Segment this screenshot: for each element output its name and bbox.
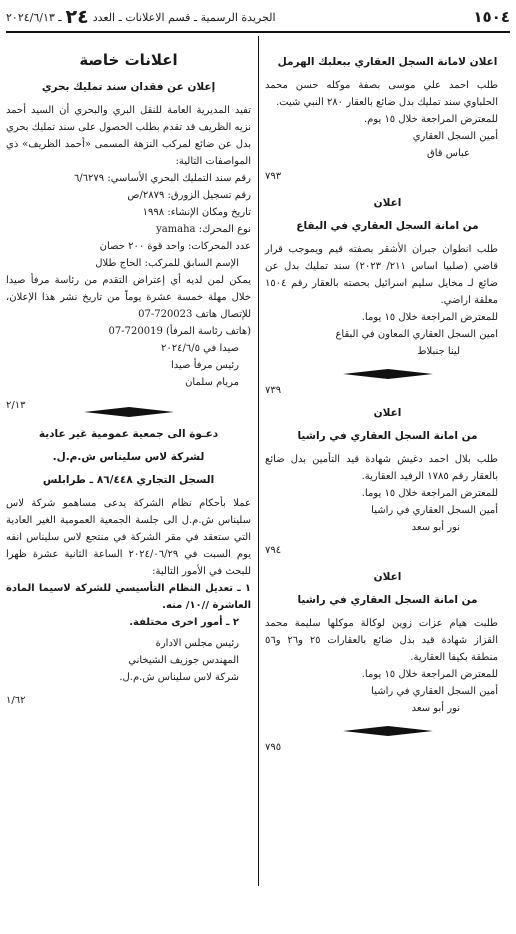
- agenda-item: ٢ ـ أمور اخرى مختلفة.: [129, 617, 239, 628]
- notice-number: ٧٩٣: [265, 171, 282, 182]
- agenda-item: ١ ـ تعديل النظام التأسيسي للشركة لاسيما المادة العاشرة //١٠/ منه.: [6, 583, 251, 611]
- separator-ornament: [84, 406, 174, 418]
- notice-number: ١/٦٢: [6, 695, 26, 706]
- notice-number: ٧٣٩: [265, 385, 282, 396]
- header-title: [6, 6, 276, 28]
- notice-title: من امانة السجل العقاري في البقاع: [296, 220, 479, 232]
- issue-date: ـ ٢٠٢٤/٦/١٣: [6, 10, 62, 24]
- notice-title: دعـوة الى جمعية عمومية غير عادية: [38, 428, 219, 440]
- notice-bekaa: [265, 218, 510, 399]
- signer-name: مريام سلمان: [185, 377, 239, 388]
- issue-number: ٢٤: [65, 6, 89, 28]
- left-column: [6, 40, 251, 922]
- spec-line: تاريخ ومكان الإنشاء: ١٩٩٨: [142, 207, 251, 218]
- page-number: ١٥٠٤: [473, 8, 510, 26]
- signer-title: أمين السجل العقاري: [412, 131, 498, 142]
- notice-heading: اعلان: [373, 571, 402, 583]
- header-rule: [6, 31, 510, 33]
- notice-heading: اعلان: [373, 197, 402, 209]
- signer-title: امين السجل العقاري المعاون في البقاع: [335, 329, 498, 340]
- notice-objection: للمعترض المراجعة خلال ١٥ يوما.: [361, 669, 498, 680]
- header-title-text: الجريدة الرسمية ـ قسم الاعلانات ـ العدد: [92, 10, 276, 24]
- signer-name: المهندس جوزيف الشيخاني: [128, 655, 239, 666]
- spec-line: نوع المحرك: yamaha: [156, 224, 251, 235]
- notice-body: عملا بأحكام نظام الشركة يدعى مساهمو شركة لاس سليناس ش.م.ل الى جلسة الجمعية العمومية الغير العادية التي ستعقد في مقر الشركة في منتجع لاس سليناس انفه يوم السبت في ٢٠٢٤/٠٦/٢٩ الساعة الثانية عشرة ظهرا للبحث في الأمور التالية:: [6, 498, 251, 577]
- spec-line: الإسم السابق للمركب: الحاج طلال: [95, 258, 239, 269]
- separator-ornament: [343, 368, 433, 380]
- column-divider: [258, 36, 259, 886]
- spec-line: رقم سند التمليك البحري الأساسي: ٦/٦٢٧٩: [73, 173, 251, 184]
- notice-heading: اعلان: [373, 407, 402, 419]
- signer-name: عباس قاق: [426, 148, 470, 159]
- spec-line: عدد المحركات: واحد قوة ٢٠٠ حصان: [99, 241, 251, 252]
- notice-number: ٧٩٤: [265, 545, 282, 556]
- notice-objection: للمعترض المراجعة خلال ١٥ يوما.: [361, 488, 498, 499]
- notice-body: طلب انطوان جبران الأشقر بصفته قيم ويموجب قرار قاضي (صلبيا اساس ٢١١/ ٢٠٢٣) سند تمليك بدل عن ضائع لـ مخايل سليم اسرائيل بحصته بالعقار رقم ١٥٠٤ معلقة اراضي.: [265, 244, 498, 306]
- commercial-register: السجل التجاري ٨٦/٤٤٨ ـ طرابلس: [42, 474, 215, 486]
- notice-objection: للمعترض المراجعة خلال ١٥ يوما.: [361, 312, 498, 323]
- notice-objection: يمكن لمن لديه أي إعتراض التقدم من رئاسة مرفأ صيدا خلال مهلة خمسة عشرة يوماً من تاريخ نشر هذا الإعلان، للإتصال هاتف 720023-07: [6, 275, 251, 320]
- notice-general-assembly: [6, 426, 251, 709]
- notice-body: طلب احمد علي موسى بصفة موكله حسن محمد الحلباوي سند تمليك بدل ضائع بالعقار ٢٨٠ النبي شيت.: [265, 80, 498, 108]
- company-name: لشركة لاس سليناس ش.م.ل.: [52, 451, 205, 463]
- notice-objection: للمعترض المراجعة خلال ١٥ يوم.: [363, 114, 498, 125]
- notice-body: طلب بلال احمد دغيش شهادة قيد التأمين بدل ضائع بالعقار رقم ١٧٨٥ الرفيد العقارية.: [265, 454, 498, 482]
- right-column: [265, 40, 510, 922]
- signer-company: شركة لاس سليناس ش.م.ل.: [119, 672, 239, 683]
- signer-title: رئيس مرفأ صيدا: [171, 360, 239, 371]
- notice-title: إعلان عن فقدان سند تمليك بحري: [41, 81, 216, 93]
- notice-title: من امانة السجل العقاري في راشيا: [297, 594, 478, 606]
- signer-name: نور أبو سعد: [411, 522, 460, 533]
- signer-name: نور أبو سعد: [411, 703, 460, 714]
- notice-title: من امانة السجل العقاري في راشيا: [297, 430, 478, 442]
- notice-body: طلبت هيام عزات زوين لوكالة موكلها سليمة محمد القزاز شهادة قيد بدل ضائع بالعقارات ٢٥ و٢٦ و٥٦ منطقة بكيفا العقارية.: [265, 618, 499, 663]
- signer-title: أمين السجل العقاري في راشيا: [371, 505, 498, 516]
- notice-rashaya-1: [265, 428, 510, 559]
- separator-ornament: [343, 725, 433, 737]
- notice-title: اعلان لامانة السجل العقاري ببعلبك الهرمل: [277, 56, 498, 68]
- spec-line: رقم تسجيل الزورق: ٢٨٧٩/ص: [127, 190, 251, 201]
- signer-title: رئيس مجلس الادارة: [155, 638, 239, 649]
- notice-rashaya-2: [265, 592, 510, 756]
- notice-baalbek: [265, 54, 510, 185]
- notice-lost-marine-deed: [6, 79, 251, 418]
- notice-number: ٢/١٣: [6, 400, 26, 411]
- section-title: اعلانات خاصة: [79, 51, 178, 69]
- signer-name: لينا جنبلاط: [417, 346, 460, 357]
- phone-line: (هاتف رئاسة المرفأ) 720019-07: [108, 326, 251, 337]
- notice-number: ٧٩٥: [265, 742, 282, 753]
- notice-date: صيدا في ٢٠٢٤/٦/٥: [161, 343, 239, 354]
- signer-title: أمين السجل العقاري في راشيا: [371, 686, 498, 697]
- notice-body: تفيد المديرية العامة للنقل البري والبحري أن السيد أحمد نزيه الظريف قد تقدم بطلب الحصول على سند تمليك بحري بدل عن ضائع لمركب النزهة المسمى «أحمد الظريف» ذي المواصفات التالية:: [6, 105, 251, 167]
- page-header: [6, 6, 510, 28]
